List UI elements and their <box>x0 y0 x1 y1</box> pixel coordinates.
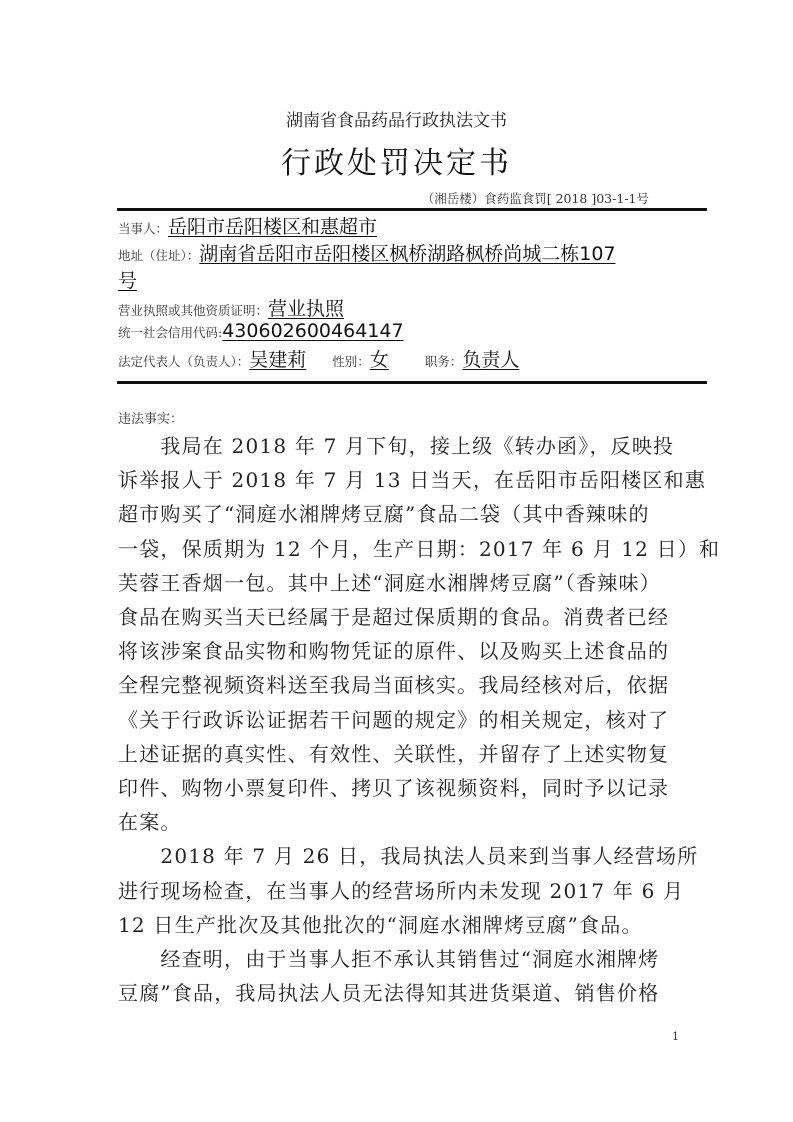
facts-line: 12 日生产批次及其他批次的“洞庭水湘牌烤豆腐”食品。 <box>118 912 643 937</box>
credit-code-value: 430602600464147 <box>222 320 404 342</box>
license-value: 营业执照 <box>268 298 345 320</box>
license-label: 营业执照或其他资质证明： <box>118 303 269 318</box>
facts-line: 上述证据的真实性、有效性、关联性，并留存了上述实物复 <box>118 741 670 766</box>
facts-line: 将该涉案食品实物和购物凭证的原件、以及购买上述食品的 <box>118 639 670 664</box>
facts-line: 在案。 <box>118 810 182 835</box>
facts-line: 食品在购买当天已经属于是超过保质期的食品。消费者已经 <box>118 605 670 629</box>
facts-line: 芙蓉王香烟一包。其中上述“洞庭水湘牌烤豆腐”（香辣味） <box>118 570 661 595</box>
legal-rep-label: 法定代表人（负责人）： <box>118 354 250 369</box>
facts-line: 豆腐”食品，我局执法人员无法得知其进货渠道、销售价格 <box>118 981 660 1006</box>
credit-code-field <box>118 320 404 342</box>
party-value: 岳阳市岳阳楼区和惠超市 <box>168 216 378 238</box>
facts-line: 《关于行政诉讼证据若干问题的规定》的相关规定，核对了 <box>118 707 670 732</box>
gender-label: 性别： <box>332 354 370 369</box>
facts-line: 印件、购物小票复印件、拷贝了该视频资料，同时予以记录 <box>118 776 670 800</box>
position-value: 负责人 <box>462 349 520 371</box>
facts-line: 2018 年 7 月 26 日，我局执法人员来到当事人经营场所 <box>118 844 699 869</box>
party-field <box>118 212 377 239</box>
facts-line: 一袋，保质期为 12 个月，生产日期：2017 年 6 月 12 日）和 <box>118 536 721 561</box>
document-title: 行政处罚决定书 <box>281 146 512 181</box>
top-divider <box>117 208 707 211</box>
address-value-continued: 号 <box>118 270 138 292</box>
facts-line: 我局在 2018 年 7 月下旬，接上级《转办函》，反映投 <box>118 434 675 458</box>
address-field <box>118 239 616 266</box>
document-number: （湘岳楼）食药监食罚[ 2018 ]03-1-1号 <box>421 191 649 206</box>
facts-line: 超市购买了“洞庭水湘牌烤豆腐”食品二袋（其中香辣味的 <box>118 502 650 527</box>
facts-heading: 违法事实： <box>118 412 184 427</box>
address-value: 湖南省岳阳市岳阳楼区枫桥湖路枫桥尚城二栋107 <box>199 243 616 265</box>
party-label: 当事人： <box>118 221 169 236</box>
address-field-continued <box>118 266 137 293</box>
facts-line: 诉举报人于 2018 年 7 月 13 日当天，在岳阳市岳阳楼区和惠 <box>118 468 707 493</box>
bottom-divider <box>117 381 707 384</box>
license-field <box>118 294 344 321</box>
page-number: 1 <box>672 1030 679 1043</box>
org-title: 湖南省食品药品行政执法文书 <box>286 111 507 131</box>
credit-code-label: 统一社会信用代码: <box>118 325 223 340</box>
facts-line: 全程完整视频资料送至我局当面核实。我局经核对后，依据 <box>118 673 670 698</box>
position-label: 职务： <box>424 354 463 369</box>
legal-rep-field <box>118 345 519 372</box>
facts-line: 进行现场检查，在当事人的经营场所内未发现 2017 年 6 月 <box>118 878 685 903</box>
address-label: 地址（住址）： <box>118 248 200 263</box>
facts-line: 经查明，由于当事人拒不承认其销售过“洞庭水湘牌烤 <box>118 947 660 971</box>
legal-rep-value: 吴建莉 <box>249 349 307 371</box>
gender-value: 女 <box>369 349 389 371</box>
